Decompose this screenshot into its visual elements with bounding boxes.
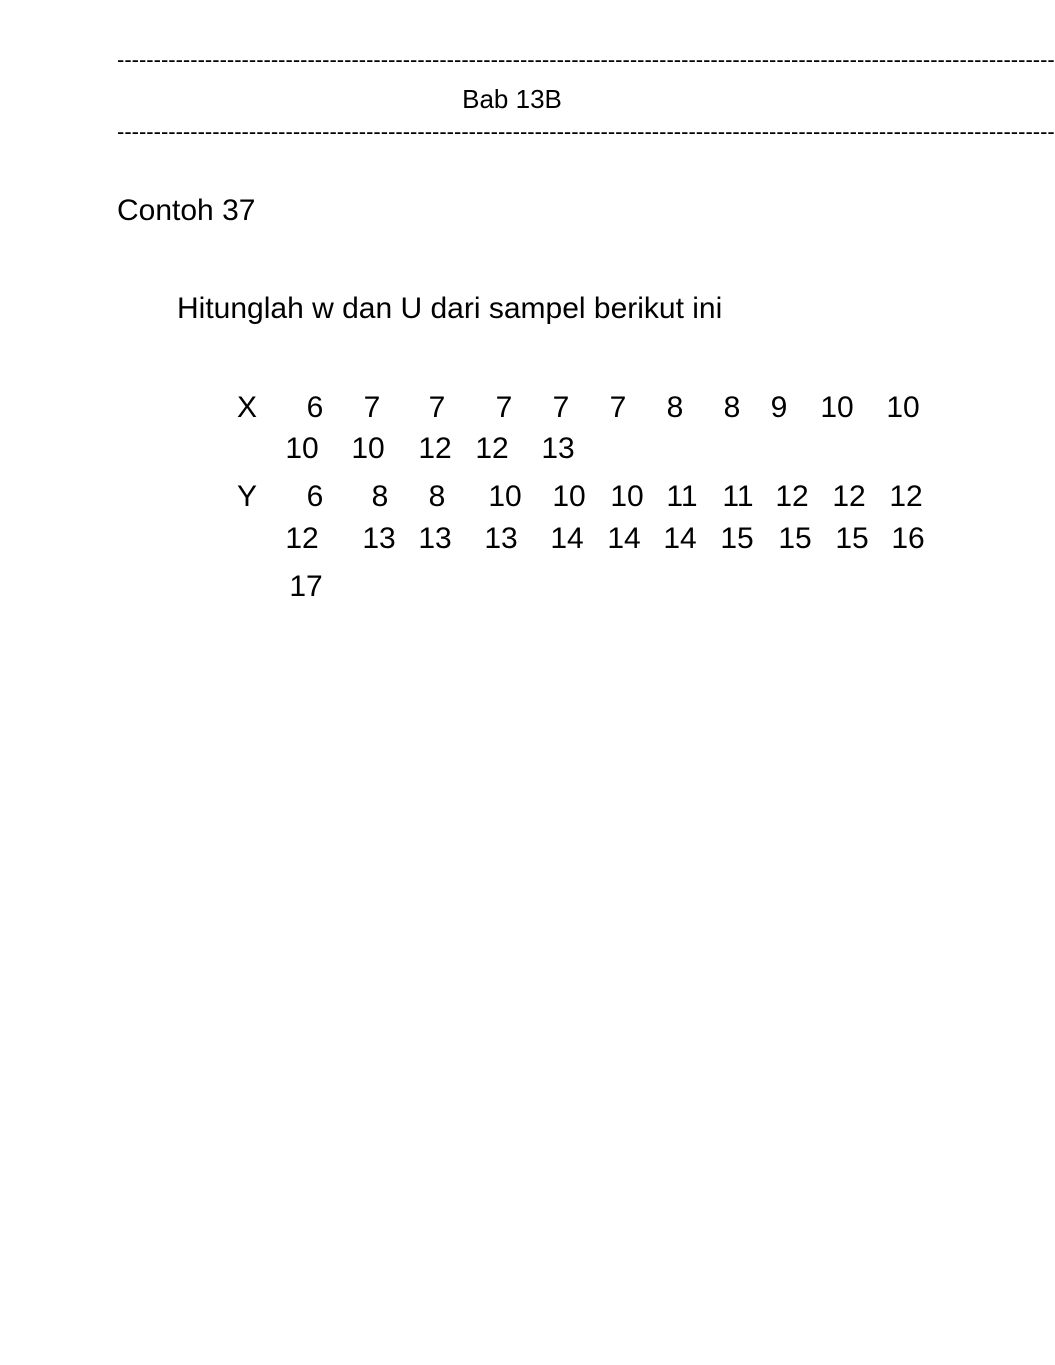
sample-y-value: 11: [666, 480, 698, 513]
sample-y-value: 6: [306, 480, 324, 513]
sample-y-value: 14: [550, 522, 584, 555]
sample-y-value: 8: [371, 480, 389, 513]
sample-x-value: 7: [609, 391, 627, 424]
sample-x-value: 6: [306, 391, 324, 424]
sample-y-value: 14: [607, 522, 641, 555]
sample-x-value: 9: [770, 391, 788, 424]
sample-y-value: 13: [418, 522, 452, 555]
sample-x-value: 7: [552, 391, 570, 424]
sample-y-value: 15: [835, 522, 869, 555]
chapter-title: Bab 13B: [462, 84, 562, 114]
sample-y-value: 13: [362, 522, 396, 555]
sample-y-value: 10: [610, 480, 644, 513]
sample-x-value: 12: [418, 432, 452, 465]
sample-y-value: 12: [775, 480, 809, 513]
sample-y-value: 10: [488, 480, 522, 513]
sample-y-value: 11: [722, 480, 754, 513]
sample-y-value: 16: [891, 522, 925, 555]
sample-x-value: 8: [666, 391, 684, 424]
sample-y-value: 15: [720, 522, 754, 555]
example-title: Contoh 37: [117, 194, 256, 227]
sample-y-value: 12: [889, 480, 923, 513]
sample-y-value: 8: [428, 480, 446, 513]
sample-y-value: 17: [289, 570, 323, 603]
sample-x-value: 10: [820, 391, 854, 424]
header-rule-bottom: --------------------------------------------------------------------------------------------------------------------------------: [117, 119, 1055, 144]
sample-y-value: 13: [484, 522, 518, 555]
sample-x-value: 7: [495, 391, 513, 424]
sample-y-label: Y: [236, 480, 257, 513]
instruction-text: Hitunglah w dan U dari sampel berikut ini: [177, 292, 723, 325]
sample-y-value: 14: [663, 522, 697, 555]
sample-x-value: 7: [363, 391, 381, 424]
sample-y-value: 12: [832, 480, 866, 513]
sample-y-value: 12: [285, 522, 319, 555]
sample-x-value: 12: [475, 432, 509, 465]
sample-x-label: X: [236, 391, 257, 424]
header-rule-top: --------------------------------------------------------------------------------------------------------------------------------: [117, 47, 1055, 72]
sample-x-value: 10: [285, 432, 319, 465]
sample-x-value: 10: [351, 432, 385, 465]
sample-x-value: 10: [886, 391, 920, 424]
sample-x-value: 7: [428, 391, 446, 424]
sample-x-value: 8: [723, 391, 741, 424]
sample-y-value: 15: [778, 522, 812, 555]
sample-y-value: 10: [552, 480, 586, 513]
sample-x-value: 13: [541, 432, 575, 465]
